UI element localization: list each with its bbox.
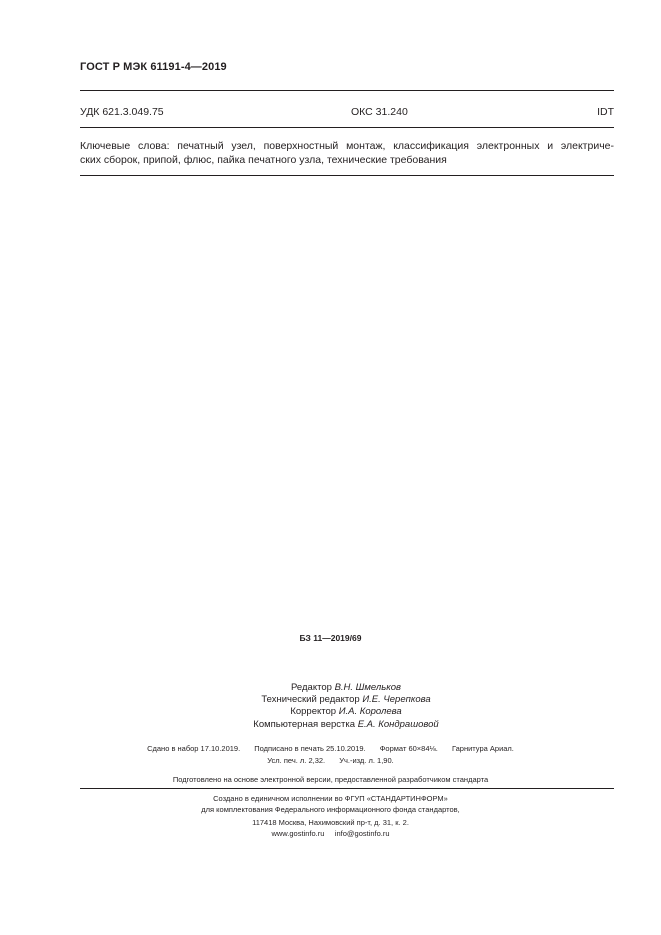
publisher-address: 117418 Москва, Нахимовский пр-т, д. 31, к. 2.: [252, 818, 409, 827]
print-typeface: Гарнитура Ариал.: [451, 744, 514, 753]
classification-divider: [80, 127, 614, 128]
print-info-line-1: [0, 744, 661, 753]
publisher-divider: [80, 788, 614, 789]
staff-name: В.Н. Шмельков: [334, 682, 401, 693]
print-publishing-sheets: Уч.-изд. л. 1,90.: [339, 756, 394, 765]
staff-name: И.А. Королева: [338, 706, 402, 718]
publisher-line-2: для комплектования Федерального информационного фонда стандартов,: [201, 805, 460, 814]
print-signed: Подписано в печать 25.10.2019.: [254, 744, 366, 753]
udk-code: УДК 621.3.049.75: [80, 106, 164, 118]
print-submitted: Сдано в набор 17.10.2019.: [147, 744, 241, 753]
header-divider: [80, 90, 614, 91]
print-info-line-2: [0, 756, 661, 765]
publisher-email[interactable]: info@gostinfo.ru: [334, 829, 390, 838]
publisher-website[interactable]: www.gostinfo.ru: [271, 829, 325, 838]
publisher-line-1: Создано в единичном исполнении во ФГУП «СТАНДАРТИНФОРМ»: [213, 794, 448, 803]
equivalence-code: IDT: [597, 106, 614, 118]
print-conventional-sheets: Усл. печ. л. 2,32.: [267, 756, 326, 765]
oks-code: ОКС 31.240: [351, 106, 408, 118]
document-number: ГОСТ Р МЭК 61191-4—2019: [80, 61, 227, 73]
prepared-note: Подготовлено на основе электронной версии, предоставленной разработчиком стандарта: [172, 775, 489, 784]
keywords-line-2: ских сборок, припой, флюс, пайка печатного узла, технические требования: [80, 153, 447, 166]
bz-number: БЗ 11—2019/69: [299, 633, 362, 643]
staff-credits: [200, 682, 492, 731]
staff-line-layout: Компьютерная верстка Е.А. Кондрашовой: [253, 718, 439, 730]
staff-line-corrector: Корректор И.А. Королева: [290, 706, 402, 718]
publisher-contacts: [0, 828, 661, 840]
staff-name: И.Е. Черепкова: [362, 694, 431, 706]
keywords-block: [80, 140, 614, 167]
staff-name: Е.А. Кондрашовой: [357, 718, 439, 730]
print-format: Формат 60×84⅛.: [379, 744, 438, 753]
keywords-divider: [80, 175, 614, 176]
staff-line-editor: Редактор В.Н. Шмельков: [291, 682, 401, 693]
keywords-line-1: Ключевые слова: печатный узел, поверхностный монтаж, классификация электронных и электриче-: [80, 140, 614, 152]
staff-line-tech-editor: Технический редактор И.Е. Черепкова: [261, 694, 431, 706]
